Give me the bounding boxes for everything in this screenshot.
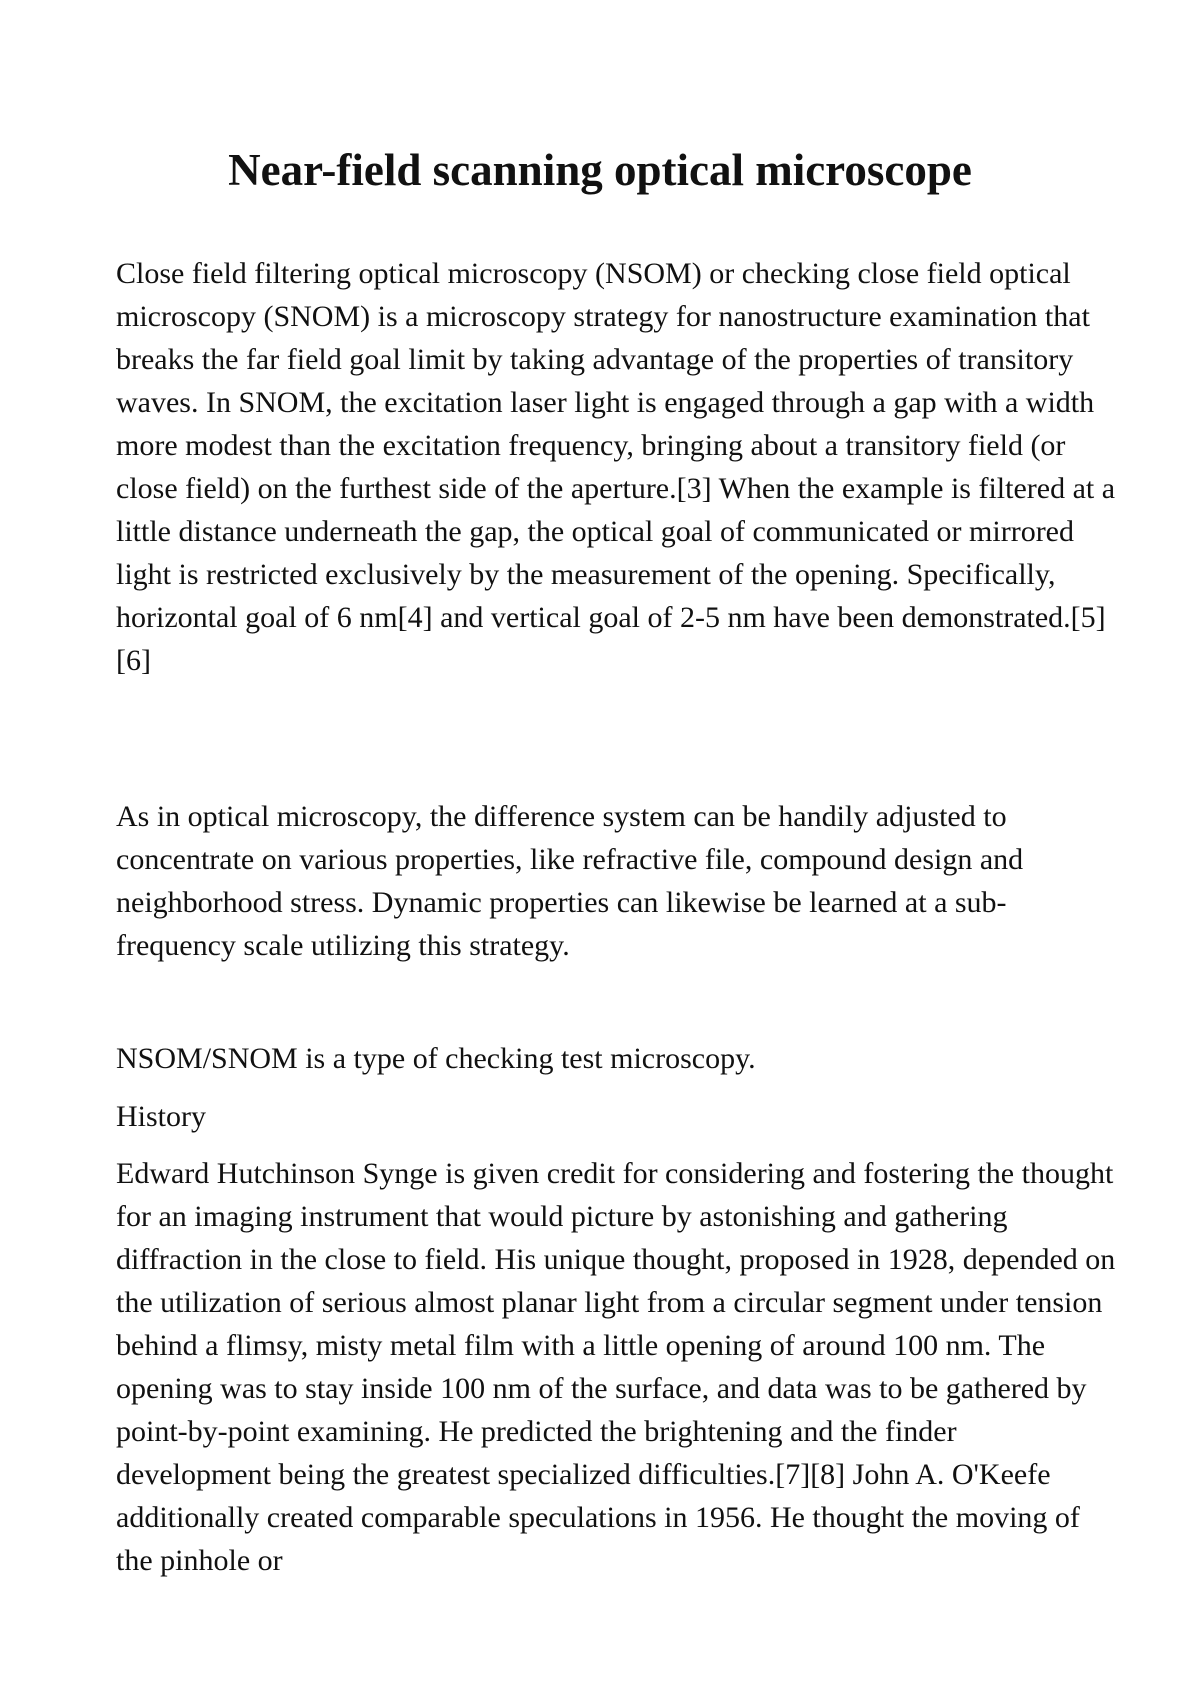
- paragraph-introduction: Close field filtering optical microscopy (NSOM) or checking close field optical microscopy (SNOM) is a microscopy strategy for nanostructure examination that breaks the far field goal limit by taking advantage of the properties of transitory waves. In SNOM, the excitation laser light is engaged through a gap with a width more modest than the excitation frequency, bringing about a transitory field (or close field) on the furthest side of the aperture.[3] When the example is filtered at a little distance underneath the gap, the optical goal of communicated or mirrored light is restricted exclusively by the measurement of the opening. Specifically, horizontal goal of 6 nm[4] and vertical goal of 2-5 nm have been demonstrated.[5][6]: [116, 257, 1116, 677]
- section-heading-history: History: [116, 1100, 206, 1133]
- paragraph-contrast-mechanism: As in optical microscopy, the difference system can be handily adjusted to concentrate on various properties, like refractive file, compound design and neighborhood stress. Dynamic properties can likewise be learned at a sub-frequency scale utilizing this strategy.: [116, 800, 1024, 962]
- page-title: Near-field scanning optical microscope: [228, 145, 972, 195]
- paragraph-history: Edward Hutchinson Synge is given credit for considering and fostering the thought for an imaging instrument that would picture by astonishing and gathering diffraction in the close to field. His unique thought, proposed in 1928, depended on the utilization of serious almost planar light from a circular segment under tension behind a flimsy, misty metal film with a little opening of around 100 nm. The opening was to stay inside 100 nm of the surface, and data was to be gathered by point-by-point examining. He predicted the brightening and the finder development being the greatest specialized difficulties.[7][8] John A. O'Keefe additionally created comparable speculations in 1956. He thought the moving of the pinhole or: [116, 1157, 1116, 1577]
- paragraph-classification: NSOM/SNOM is a type of checking test microscopy.: [116, 1042, 756, 1075]
